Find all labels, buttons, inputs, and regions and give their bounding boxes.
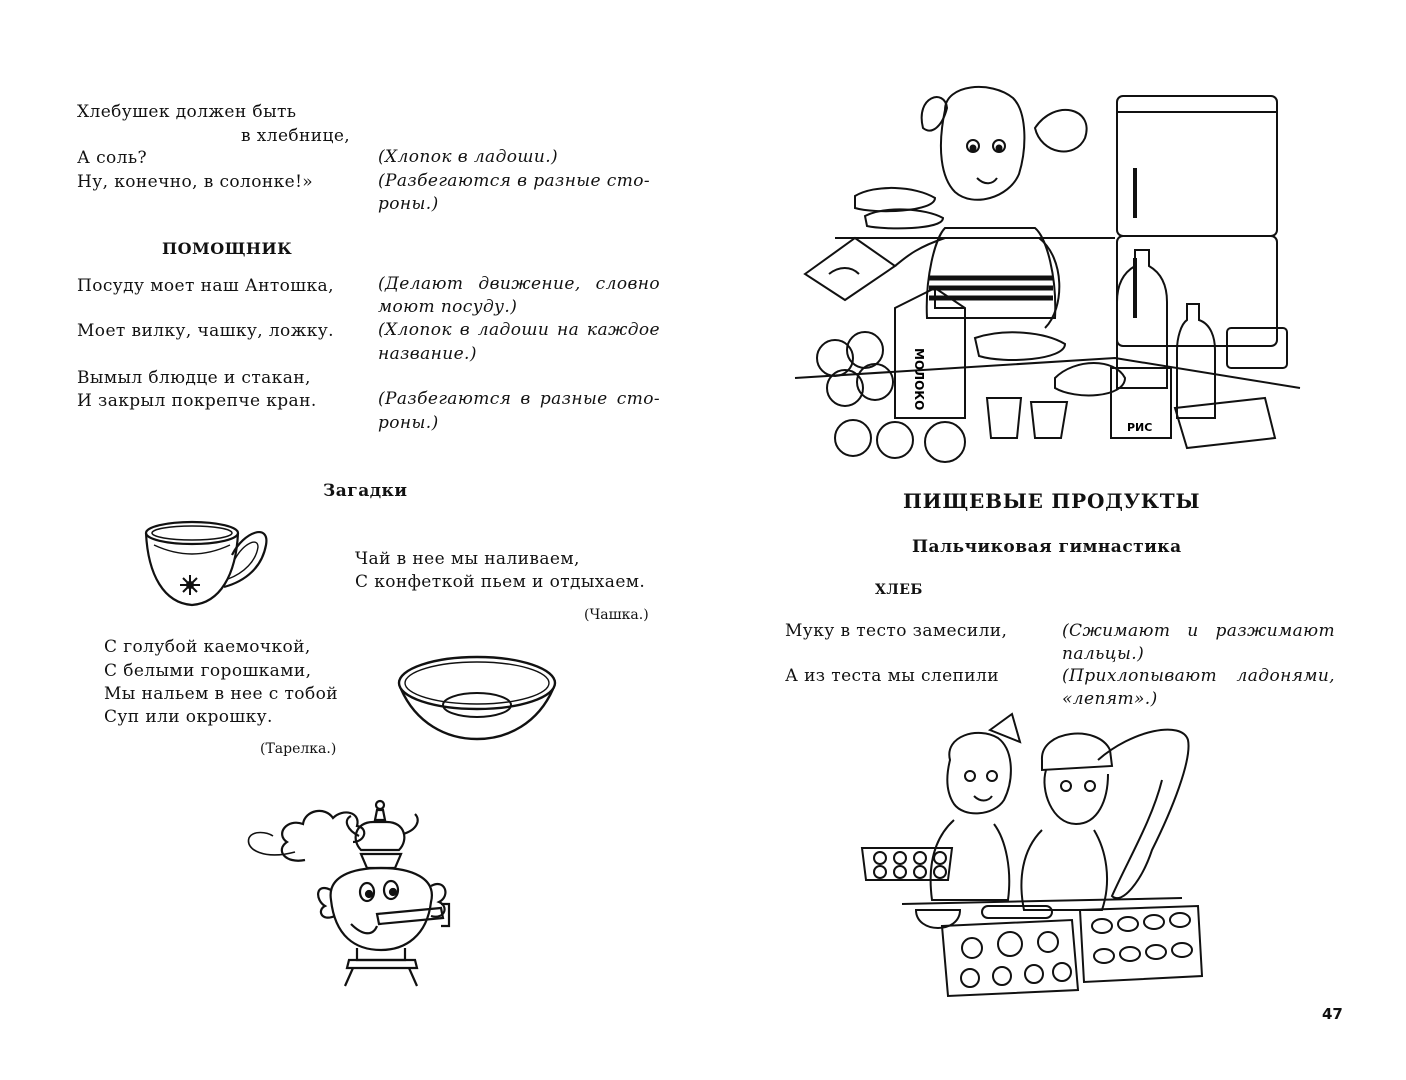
section-heading: ПОМОЩНИК [162, 239, 293, 258]
poem-line: Муку в тесто замесили, [785, 621, 1008, 641]
milk-label: МОЛОКО [912, 348, 926, 411]
riddle-line: Мы нальем в нее с тобой [104, 684, 338, 704]
riddle-answer: (Тарелка.) [260, 741, 337, 757]
section-heading: Загадки [323, 481, 408, 501]
action-note: моют посуду.) [378, 297, 518, 317]
rice-label: РИС [1127, 421, 1153, 434]
poem-line: Ну, конечно, в солонке!» [77, 172, 314, 192]
poem-line: Вымыл блюдце и стакан, [77, 368, 311, 388]
poem-line: Посуду моет наш Антошка, [77, 276, 334, 296]
poem-line: А из теста мы слепили [785, 666, 999, 686]
girl-kitchen-illustration [795, 88, 1300, 468]
poem-line: Моет вилку, чашку, ложку. [77, 321, 334, 341]
poem-line: Хлебушек должен быть [77, 102, 297, 122]
action-note: (Разбегаются в разные сто- [378, 389, 660, 409]
action-note: роны.) [378, 413, 439, 433]
subtitle: Пальчиковая гимнастика [912, 537, 1182, 557]
riddle-line: С белыми горошками, [104, 661, 312, 681]
children-baking-illustration [862, 720, 1207, 1000]
action-note: (Делают движение, словно [378, 274, 660, 294]
poem-line: в хлебнице, [241, 126, 351, 146]
action-note: (Прихлопывают ладонями, [1062, 666, 1335, 686]
action-note: (Разбегаются в разные сто- [378, 171, 651, 191]
riddle-line: Чай в нее мы наливаем, [355, 549, 580, 569]
plate-icon [396, 653, 558, 743]
riddle-line: С голубой каемочкой, [104, 637, 311, 657]
action-note: «лепят».) [1062, 689, 1158, 709]
action-note: (Хлопок в ладоши.) [378, 147, 559, 167]
poem-line: А соль? [77, 148, 148, 168]
action-note: (Сжимают и разжимают [1062, 621, 1335, 641]
section-title: ПИЩЕВЫЕ ПРОДУКТЫ [903, 489, 1201, 513]
action-note: (Хлопок в ладоши на каждое [378, 320, 660, 340]
samovar-icon [245, 790, 485, 990]
section-heading: ХЛЕБ [875, 582, 923, 598]
page-number: 47 [1322, 1005, 1343, 1023]
cup-icon [140, 515, 272, 610]
poem-line: И закрыл покрепче кран. [77, 391, 317, 411]
riddle-line: Суп или окрошку. [104, 707, 273, 727]
riddle-line: С конфеткой пьем и отдыхаем. [355, 572, 646, 592]
riddle-answer: (Чашка.) [584, 607, 649, 623]
action-note: роны.) [378, 194, 439, 214]
action-note: название.) [378, 344, 477, 364]
action-note: пальцы.) [1062, 644, 1145, 664]
